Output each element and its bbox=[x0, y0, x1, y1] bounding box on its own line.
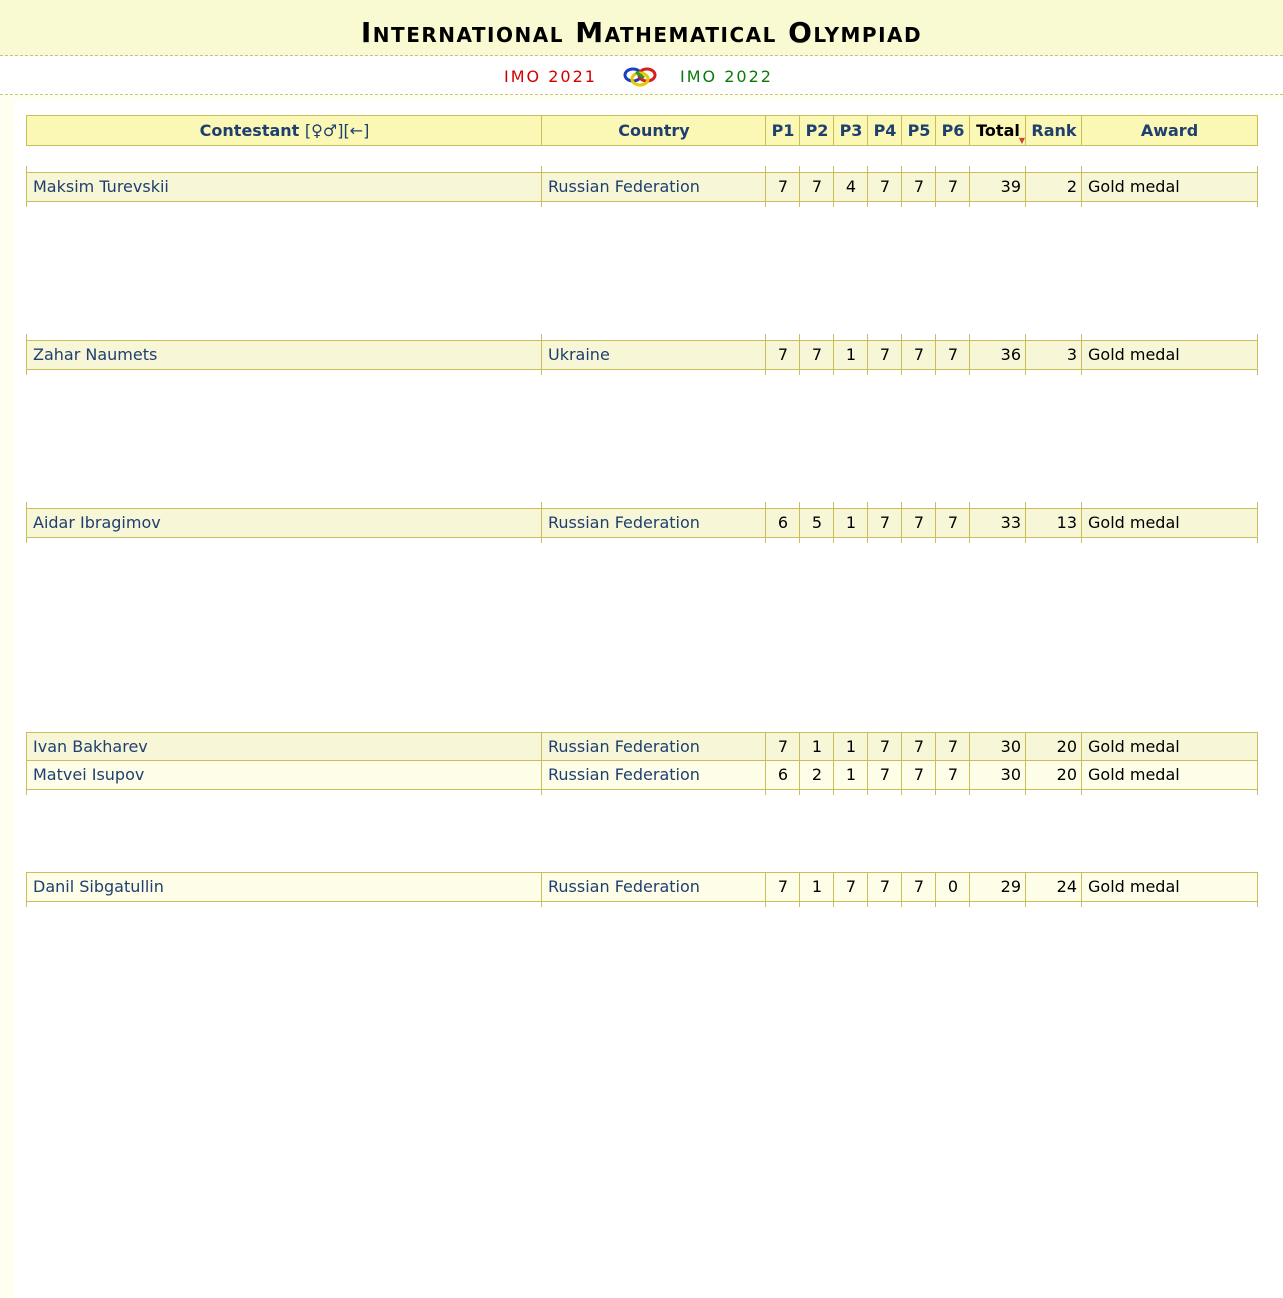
total-cell: 30 bbox=[969, 761, 1026, 789]
prev-year-link[interactable]: IMO 2021 bbox=[504, 67, 597, 86]
gap-cell bbox=[867, 789, 902, 795]
gender-toggle-link[interactable]: [♀♂] bbox=[304, 121, 344, 140]
p5-cell: 7 bbox=[901, 733, 936, 761]
award-column-header[interactable]: Award bbox=[1081, 116, 1258, 145]
gap-cell bbox=[1081, 789, 1258, 795]
table-row bbox=[26, 872, 1258, 902]
contestant-sort-button[interactable]: Contestant bbox=[199, 121, 300, 140]
gap-cell bbox=[969, 789, 1026, 795]
gap-cell bbox=[901, 537, 936, 543]
gap-cell bbox=[901, 369, 936, 375]
gap-cell bbox=[541, 369, 766, 375]
gap-cell bbox=[765, 537, 800, 543]
total-cell: 30 bbox=[969, 733, 1026, 761]
p5-cell: 7 bbox=[901, 761, 936, 789]
page-title: International Mathematical Olympiad bbox=[360, 16, 923, 49]
p6-cell: 7 bbox=[935, 509, 970, 537]
p6-cell: 7 bbox=[935, 341, 970, 369]
gap-cell bbox=[833, 901, 868, 907]
p2-column-header[interactable]: P2 bbox=[799, 116, 834, 145]
table-row bbox=[26, 760, 1258, 790]
table-header-row bbox=[26, 115, 1258, 146]
content-background bbox=[14, 100, 1283, 1298]
country-column-header[interactable]: Country bbox=[541, 116, 766, 145]
p2-cell: 1 bbox=[799, 733, 834, 761]
gap-cell bbox=[799, 537, 834, 543]
p2-cell: 7 bbox=[799, 341, 834, 369]
total-header-label: Total bbox=[976, 121, 1020, 140]
p5-column-header[interactable]: P5 bbox=[901, 116, 936, 145]
gap-cell bbox=[1025, 901, 1082, 907]
p3-cell: 7 bbox=[833, 873, 868, 901]
gap-cell bbox=[935, 901, 970, 907]
p3-cell: 4 bbox=[833, 173, 868, 201]
gap-cell bbox=[935, 537, 970, 543]
gap-cell bbox=[26, 537, 542, 543]
back-link[interactable]: [←] bbox=[343, 121, 370, 140]
gap-cell bbox=[1081, 901, 1258, 907]
p2-cell: 7 bbox=[799, 173, 834, 201]
table-row bbox=[26, 172, 1258, 202]
gap-cell bbox=[26, 369, 542, 375]
contestant-link[interactable]: Matvei Isupov bbox=[26, 761, 542, 789]
rank-column-header[interactable]: Rank bbox=[1025, 116, 1082, 145]
total-cell: 39 bbox=[969, 173, 1026, 201]
p1-cell: 7 bbox=[765, 173, 800, 201]
gap-cell bbox=[799, 901, 834, 907]
gap-cell bbox=[901, 789, 936, 795]
gap-cell bbox=[26, 201, 542, 207]
p5-cell: 7 bbox=[901, 341, 936, 369]
p1-cell: 7 bbox=[765, 733, 800, 761]
contestant-link[interactable]: Maksim Turevskii bbox=[26, 173, 542, 201]
gap-cell bbox=[541, 789, 766, 795]
p1-cell: 6 bbox=[765, 509, 800, 537]
gap-cell bbox=[765, 201, 800, 207]
p6-column-header[interactable]: P6 bbox=[935, 116, 970, 145]
p4-cell: 7 bbox=[867, 733, 902, 761]
p4-cell: 7 bbox=[867, 173, 902, 201]
gap-cell bbox=[26, 789, 542, 795]
award-cell: Gold medal bbox=[1081, 761, 1258, 789]
gap-cell bbox=[799, 369, 834, 375]
gap-cell bbox=[765, 901, 800, 907]
p4-column-header[interactable]: P4 bbox=[867, 116, 902, 145]
gap-cell bbox=[901, 901, 936, 907]
country-link[interactable]: Ukraine bbox=[541, 341, 766, 369]
gap-cell bbox=[833, 537, 868, 543]
gap-cell bbox=[1025, 789, 1082, 795]
total-column-header[interactable] bbox=[969, 116, 1026, 145]
gap-cell bbox=[1025, 369, 1082, 375]
p4-cell: 7 bbox=[867, 509, 902, 537]
p5-cell: 7 bbox=[901, 173, 936, 201]
gap-cell bbox=[867, 537, 902, 543]
country-link[interactable]: Russian Federation bbox=[541, 873, 766, 901]
gap-cell bbox=[935, 201, 970, 207]
country-link[interactable]: Russian Federation bbox=[541, 173, 766, 201]
gap-cell bbox=[969, 537, 1026, 543]
gap-cell bbox=[867, 901, 902, 907]
gap-cell bbox=[833, 369, 868, 375]
gap-cell bbox=[541, 901, 766, 907]
contestant-link[interactable]: Danil Sibgatullin bbox=[26, 873, 542, 901]
p1-cell: 7 bbox=[765, 873, 800, 901]
country-link[interactable]: Russian Federation bbox=[541, 509, 766, 537]
award-cell: Gold medal bbox=[1081, 173, 1258, 201]
rank-cell: 13 bbox=[1025, 509, 1082, 537]
gap-cell bbox=[935, 789, 970, 795]
sort-descending-icon: ▼ bbox=[1018, 136, 1025, 145]
gap-cell bbox=[969, 369, 1026, 375]
award-cell: Gold medal bbox=[1081, 873, 1258, 901]
contestant-column-header bbox=[26, 116, 542, 145]
contestant-link[interactable]: Zahar Naumets bbox=[26, 341, 542, 369]
p1-cell: 7 bbox=[765, 341, 800, 369]
gap-cell bbox=[1081, 537, 1258, 543]
p4-cell: 7 bbox=[867, 873, 902, 901]
award-cell: Gold medal bbox=[1081, 509, 1258, 537]
gap-cell bbox=[1025, 201, 1082, 207]
p5-cell: 7 bbox=[901, 873, 936, 901]
gap-cell bbox=[1081, 201, 1258, 207]
rank-cell: 24 bbox=[1025, 873, 1082, 901]
gap-cell bbox=[867, 201, 902, 207]
table-row bbox=[26, 508, 1258, 538]
total-cell: 36 bbox=[969, 341, 1026, 369]
p6-cell: 0 bbox=[935, 873, 970, 901]
table-row bbox=[26, 340, 1258, 370]
contestant-link[interactable]: Aidar Ibragimov bbox=[26, 509, 542, 537]
gap-cell bbox=[867, 369, 902, 375]
p3-cell: 1 bbox=[833, 509, 868, 537]
p2-cell: 5 bbox=[799, 509, 834, 537]
gap-cell bbox=[799, 789, 834, 795]
p3-cell: 1 bbox=[833, 761, 868, 789]
total-cell: 33 bbox=[969, 509, 1026, 537]
gap-cell bbox=[799, 201, 834, 207]
rank-cell: 20 bbox=[1025, 733, 1082, 761]
gap-cell bbox=[969, 901, 1026, 907]
award-cell: Gold medal bbox=[1081, 341, 1258, 369]
p6-cell: 7 bbox=[935, 761, 970, 789]
p6-cell: 7 bbox=[935, 173, 970, 201]
gap-cell bbox=[541, 201, 766, 207]
p2-cell: 2 bbox=[799, 761, 834, 789]
p2-cell: 1 bbox=[799, 873, 834, 901]
p1-column-header[interactable]: P1 bbox=[765, 116, 800, 145]
year-navigation bbox=[0, 56, 1283, 95]
gap-cell bbox=[541, 537, 766, 543]
p3-cell: 1 bbox=[833, 341, 868, 369]
gap-cell bbox=[935, 369, 970, 375]
rank-cell: 20 bbox=[1025, 761, 1082, 789]
p6-cell: 7 bbox=[935, 733, 970, 761]
gap-cell bbox=[1081, 369, 1258, 375]
p4-cell: 7 bbox=[867, 761, 902, 789]
award-cell: Gold medal bbox=[1081, 733, 1258, 761]
contestant-link[interactable]: Ivan Bakharev bbox=[26, 733, 542, 761]
rank-cell: 3 bbox=[1025, 341, 1082, 369]
gap-cell bbox=[765, 369, 800, 375]
gap-cell bbox=[1025, 537, 1082, 543]
country-link[interactable]: Russian Federation bbox=[541, 761, 766, 789]
rank-cell: 2 bbox=[1025, 173, 1082, 201]
p4-cell: 7 bbox=[867, 341, 902, 369]
gap-cell bbox=[765, 789, 800, 795]
site-header bbox=[0, 0, 1283, 56]
p3-column-header[interactable]: P3 bbox=[833, 116, 868, 145]
gap-cell bbox=[833, 789, 868, 795]
gap-cell bbox=[969, 201, 1026, 207]
gap-cell bbox=[901, 201, 936, 207]
next-year-link[interactable]: IMO 2022 bbox=[680, 67, 773, 86]
gap-cell bbox=[26, 901, 542, 907]
gap-cell bbox=[833, 201, 868, 207]
p5-cell: 7 bbox=[901, 509, 936, 537]
imo-logo-icon[interactable] bbox=[622, 64, 658, 92]
total-cell: 29 bbox=[969, 873, 1026, 901]
p3-cell: 1 bbox=[833, 733, 868, 761]
country-link[interactable]: Russian Federation bbox=[541, 733, 766, 761]
table-row bbox=[26, 732, 1258, 762]
p1-cell: 6 bbox=[765, 761, 800, 789]
